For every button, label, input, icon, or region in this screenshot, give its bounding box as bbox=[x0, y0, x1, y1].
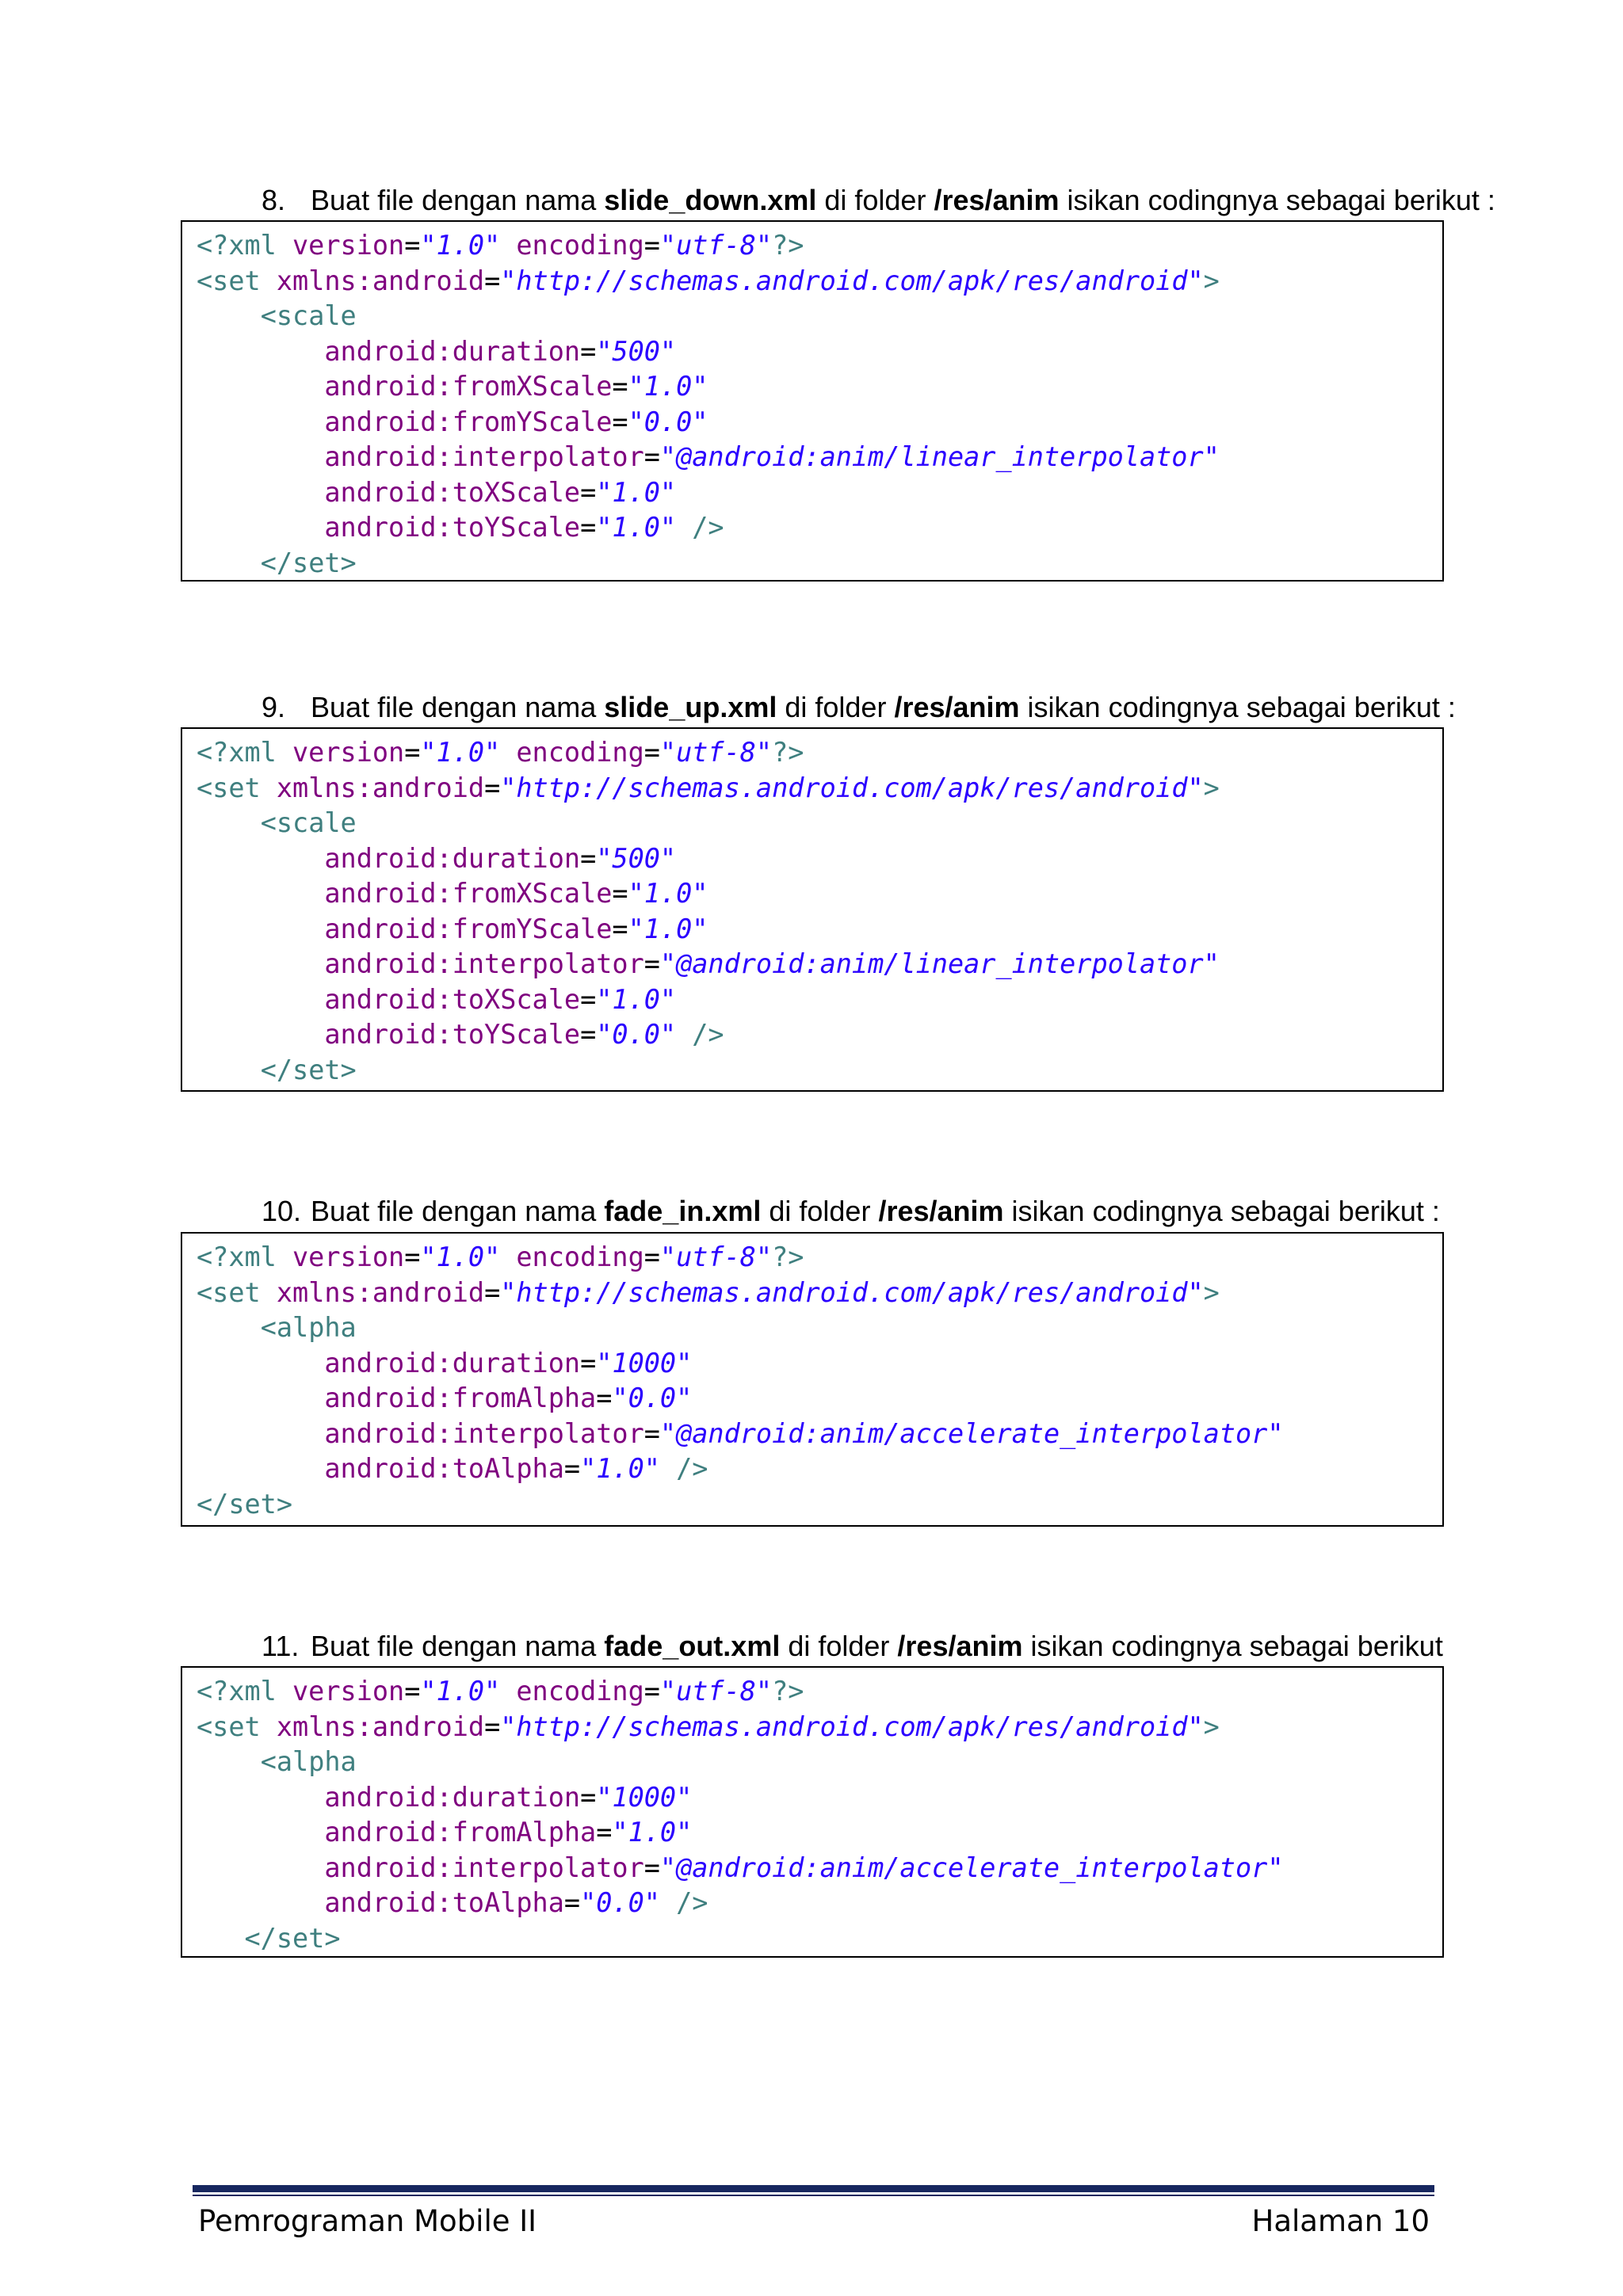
code-line: <?xml version="1.0" encoding="utf-8"?> bbox=[197, 1241, 804, 1272]
code-line: </set> bbox=[244, 1922, 341, 1954]
footer-rule bbox=[193, 2185, 1434, 2192]
code-line: android:toYScale="1.0" /> bbox=[324, 512, 724, 543]
code-line: android:duration="1000" bbox=[324, 1781, 693, 1813]
file-name: slide_up.xml bbox=[604, 691, 777, 723]
code-line: android:interpolator="@android:anim/linear_interpolator" bbox=[324, 948, 1220, 979]
step-number: 10. bbox=[262, 1195, 302, 1227]
code-line: <scale bbox=[260, 300, 357, 331]
file-name: slide_down.xml bbox=[604, 184, 817, 216]
folder-path: /res/anim bbox=[934, 184, 1060, 216]
code-line: android:fromXScale="1.0" bbox=[324, 371, 708, 402]
code-line: <scale bbox=[260, 807, 357, 838]
code-line: android:duration="1000" bbox=[324, 1347, 693, 1379]
code-line: <alpha bbox=[260, 1312, 357, 1343]
step-instruction: 9. Buat file dengan nama slide_up.xml di folder /res/anim isikan codingnya sebagai berikut : bbox=[262, 691, 1456, 723]
step-number: 9. bbox=[262, 691, 286, 723]
code-line: android:interpolator="@android:anim/linear_interpolator" bbox=[324, 441, 1220, 472]
code-line: android:toAlpha="1.0" /> bbox=[324, 1453, 708, 1484]
code-block bbox=[181, 220, 1444, 582]
code-line: <?xml version="1.0" encoding="utf-8"?> bbox=[197, 1676, 804, 1707]
step-number: 11. bbox=[262, 1630, 300, 1662]
code-line: android:fromAlpha="0.0" bbox=[324, 1383, 693, 1413]
code-line: android:interpolator="@android:anim/accelerate_interpolator" bbox=[324, 1417, 1284, 1449]
code-line: android:toAlpha="0.0" /> bbox=[324, 1887, 708, 1918]
code-block bbox=[181, 1232, 1444, 1527]
file-name: fade_in.xml bbox=[604, 1195, 762, 1227]
folder-path: /res/anim bbox=[894, 691, 1020, 723]
folder-path: /res/anim bbox=[897, 1630, 1023, 1662]
code-block bbox=[181, 1666, 1444, 1958]
step-instruction: 8. Buat file dengan nama slide_down.xml di folder /res/anim isikan codingnya sebagai berikut : bbox=[262, 184, 1495, 216]
code-line: android:fromAlpha="1.0" bbox=[324, 1817, 693, 1848]
step-number: 8. bbox=[262, 184, 286, 216]
code-line: <set xmlns:android="http://schemas.android.com/apk/res/android"> bbox=[197, 772, 1220, 803]
folder-path: /res/anim bbox=[878, 1195, 1004, 1227]
code-line: android:duration="500" bbox=[324, 335, 677, 367]
code-line: android:duration="500" bbox=[324, 842, 677, 874]
code-line: </set> bbox=[197, 1488, 293, 1520]
code-line: android:fromYScale="0.0" bbox=[324, 406, 708, 437]
code-line: android:toXScale="1.0" bbox=[324, 983, 677, 1015]
step-instruction: 11. Buat file dengan nama fade_out.xml di folder /res/anim isikan codingnya sebagai berikut bbox=[262, 1630, 1443, 1662]
code-line: </set> bbox=[260, 547, 357, 578]
footer-rule-thin bbox=[193, 2195, 1434, 2196]
code-line: <set xmlns:android="http://schemas.android.com/apk/res/android"> bbox=[197, 1711, 1220, 1742]
code-line: android:toXScale="1.0" bbox=[324, 476, 677, 508]
code-line: <alpha bbox=[260, 1746, 357, 1777]
step-instruction: 10. Buat file dengan nama fade_in.xml di folder /res/anim isikan codingnya sebagai berikut : bbox=[262, 1195, 1440, 1227]
code-line: android:toYScale="0.0" /> bbox=[324, 1019, 724, 1050]
code-line: android:fromYScale="1.0" bbox=[324, 913, 708, 944]
code-line: android:interpolator="@android:anim/accelerate_interpolator" bbox=[324, 1852, 1284, 1883]
code-line: <set xmlns:android="http://schemas.android.com/apk/res/android"> bbox=[197, 1276, 1220, 1308]
code-line: </set> bbox=[260, 1054, 357, 1085]
code-block bbox=[181, 727, 1444, 1092]
code-line: <?xml version="1.0" encoding="utf-8"?> bbox=[197, 737, 804, 768]
footer-page-number: Halaman 10 bbox=[1251, 2204, 1430, 2238]
code-line: <?xml version="1.0" encoding="utf-8"?> bbox=[197, 230, 804, 261]
footer-course-title: Pemrograman Mobile II bbox=[198, 2204, 537, 2238]
file-name: fade_out.xml bbox=[604, 1630, 781, 1662]
code-line: <set xmlns:android="http://schemas.android.com/apk/res/android"> bbox=[197, 265, 1220, 296]
code-line: android:fromXScale="1.0" bbox=[324, 878, 708, 909]
